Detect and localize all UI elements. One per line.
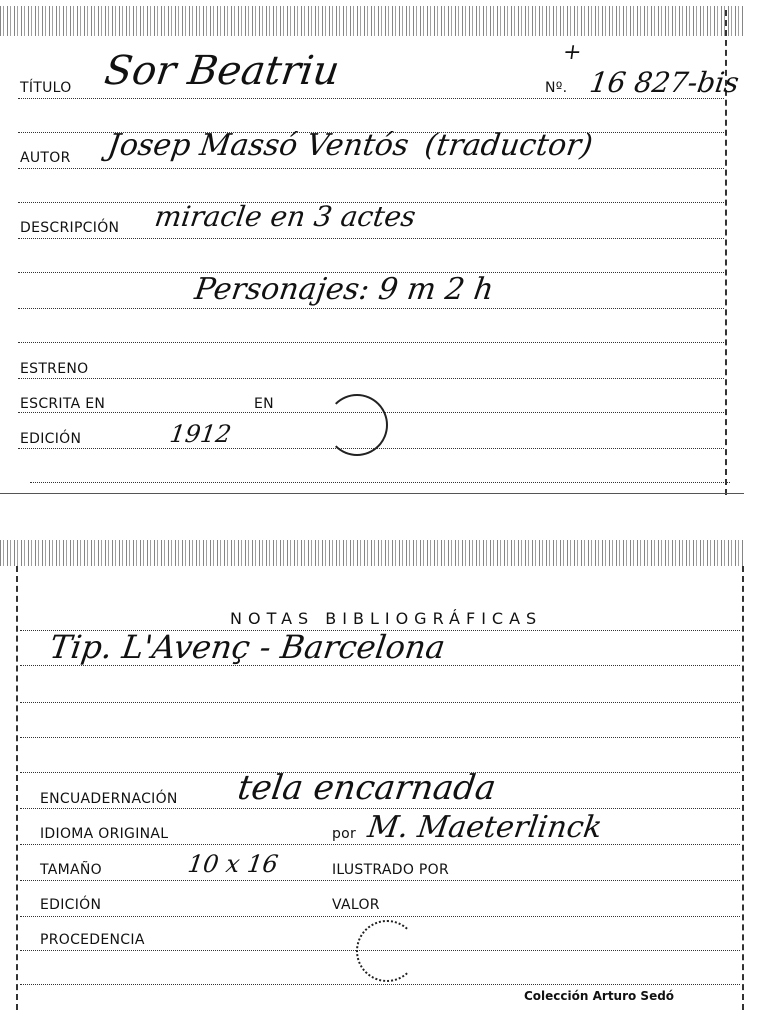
estreno-label: ESTRENO (20, 361, 89, 377)
ilustrado-label: ILUSTRADO POR (332, 862, 449, 878)
notas-title: NOTAS BIBLIOGRÁFICAS (230, 609, 543, 628)
titulo-label: TÍTULO (20, 80, 72, 96)
notas-value: Tip. L'Avenç - Barcelona (47, 628, 448, 666)
edicion-label-2: EDICIÓN (40, 897, 102, 913)
valor-label: VALOR (332, 897, 380, 913)
procedencia-label: PROCEDENCIA (40, 932, 145, 948)
escrita-en-label: ESCRITA EN (20, 396, 106, 412)
circular-stamp-faint (356, 920, 418, 982)
rule-line (20, 984, 740, 985)
rule-line (20, 808, 740, 809)
collection-credit: Colección Arturo Sedó (524, 989, 675, 1003)
tamano-label: TAMAÑO (40, 862, 102, 878)
circular-stamp (326, 394, 388, 456)
rule-line (20, 880, 740, 881)
rule-line (18, 168, 724, 169)
rule-line (20, 737, 740, 738)
rule-line (30, 482, 730, 483)
edicion-value: 1912 (168, 420, 234, 448)
rule-line (18, 378, 724, 379)
rule-line (18, 238, 724, 239)
descripcion-label: DESCRIPCIÓN (20, 220, 120, 236)
autor-label: AUTOR (20, 150, 71, 166)
numero-label: Nº. (545, 80, 568, 96)
rule-line (18, 308, 724, 309)
rule-line (20, 702, 740, 703)
tamano-value: 10 x 16 (186, 850, 280, 878)
card-right-border (742, 566, 744, 1010)
card-bottom-edge (0, 493, 744, 494)
personajes-value: Personajes: 9 m 2 h (192, 272, 496, 307)
edicion-label: EDICIÓN (20, 431, 82, 447)
scan-noise-top (0, 6, 744, 36)
rule-line (18, 342, 724, 343)
catalog-card-top (0, 0, 744, 495)
descripcion-value: miracle en 3 actes (152, 200, 418, 233)
por-label: por (332, 826, 357, 842)
rule-line (20, 916, 740, 917)
scan-noise-bottom (0, 540, 744, 566)
autor-value: Josep Massó Ventós (105, 128, 411, 163)
autor-role: (traductor) (422, 128, 595, 163)
encuadernacion-label: ENCUADERNACIÓN (40, 791, 178, 807)
numero-mark: + (561, 40, 584, 65)
idioma-label: IDIOMA ORIGINAL (40, 826, 169, 842)
en-label: EN (254, 396, 274, 412)
numero-value: 16 827-bis (587, 66, 742, 99)
por-value: M. Maeterlinck (365, 810, 605, 845)
titulo-value: Sor Beatriu (101, 48, 343, 94)
card-left-border (16, 566, 18, 1010)
encuadernacion-value: tela encarnada (235, 768, 499, 808)
catalog-card-bottom (0, 540, 744, 1010)
